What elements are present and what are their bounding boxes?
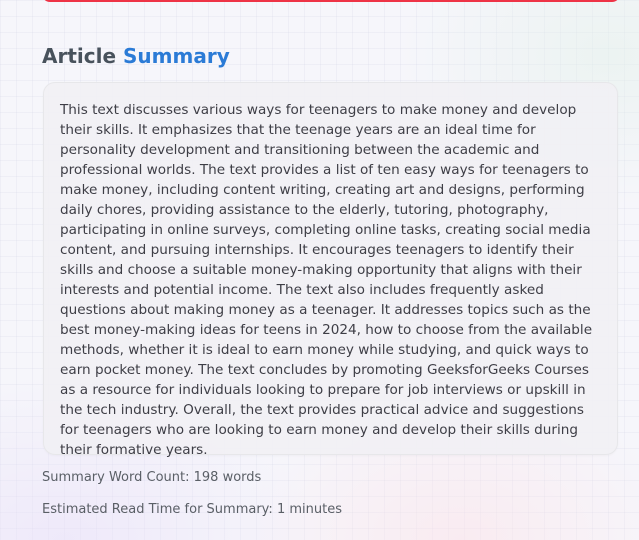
summary-heading [42, 42, 230, 70]
summary-card [43, 82, 618, 458]
summary-word-count: Summary Word Count: 198 words [42, 470, 262, 485]
top-accent-bar [42, 0, 620, 2]
summary-heading-prefix: Article [42, 44, 117, 68]
summary-heading-accent: Summary [123, 44, 230, 68]
summary-text: This text discusses various ways for teenagers to make money and develop their skills. It emphasizes that the teenage years are an ideal time for personality development and transitioning between the academic and professional worlds. The text provides a list of ten easy ways for teenagers to make money, including content writing, creating art and designs, performing daily chores, providing assistance to the elderly, tutoring, photography, participating in online surveys, completing online tasks, creating social media content, and pursuing internships. It encourages teenagers to identify their skills and choose a suitable money-making opportunity that aligns with their interests and potential income. The text also includes frequently asked questions about making money as a teenager. It addresses topics such as the best money-making ideas for teens in 2024, how to choose from the available methods, whether it is ideal to earn money while studying, and quick ways to earn pocket money. The text concludes by promoting GeeksforGeeks Courses as a resource for individuals looking to prepare for job interviews or upskill in the tech industry. Overall, the text provides practical advice and suggestions for teenagers who are looking to earn money and develop their skills during their formative years. [60, 102, 593, 458]
summary-read-time: Estimated Read Time for Summary: 1 minutes [42, 502, 342, 517]
